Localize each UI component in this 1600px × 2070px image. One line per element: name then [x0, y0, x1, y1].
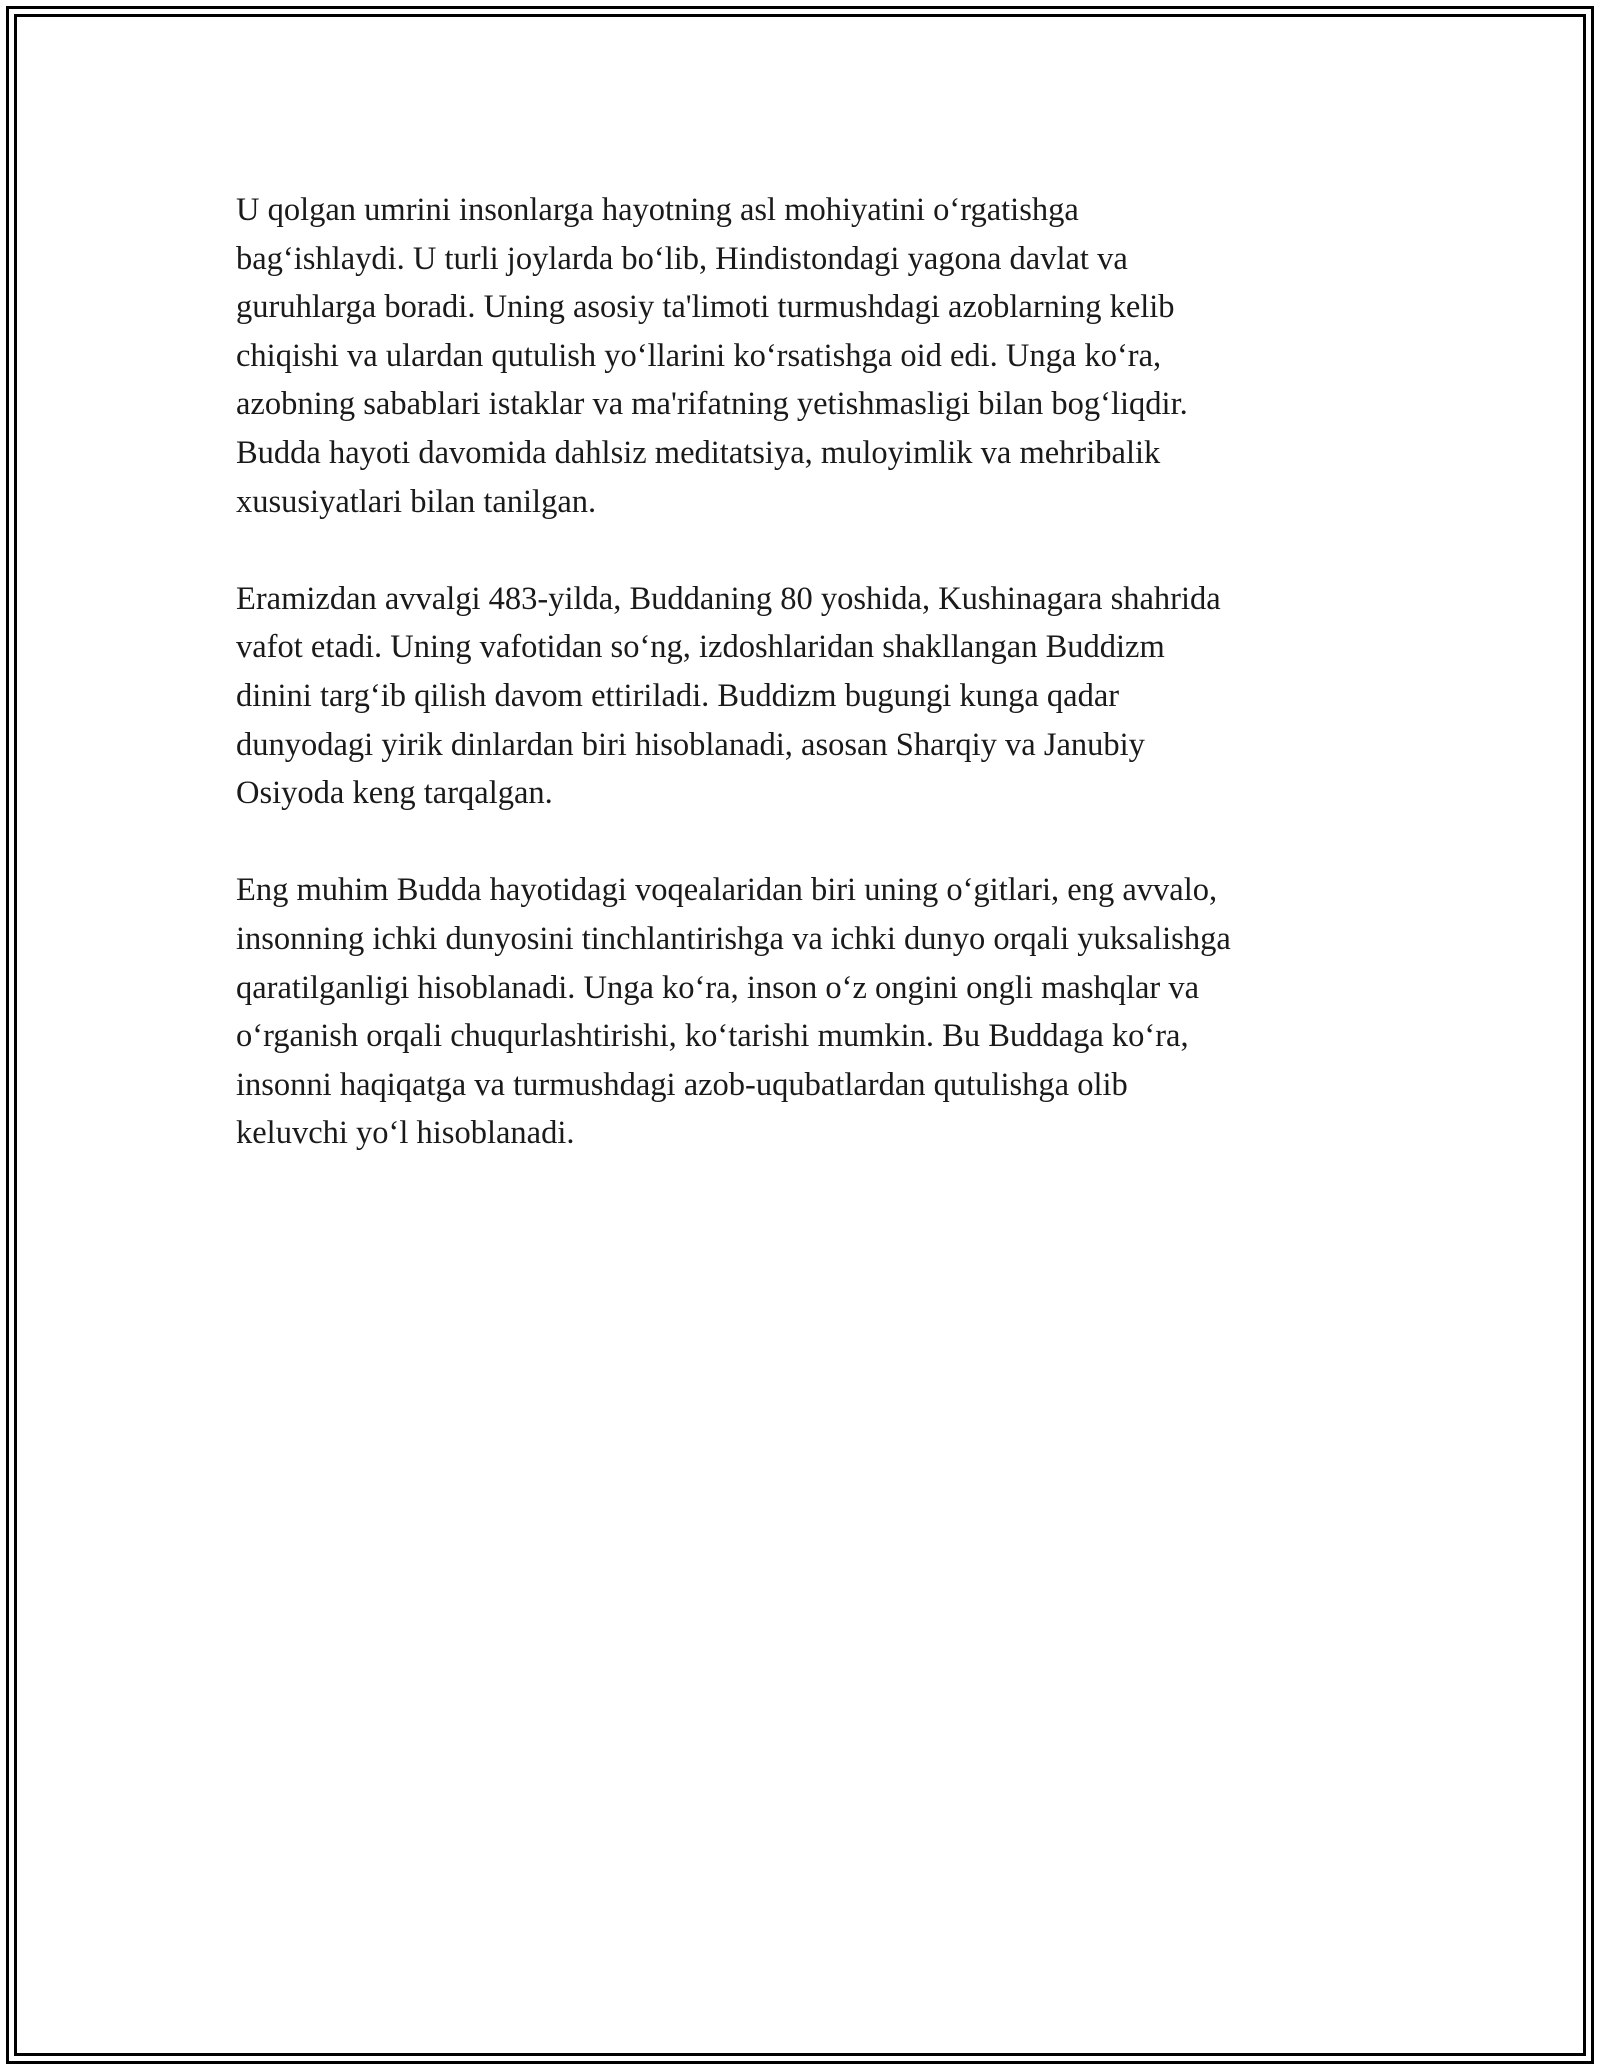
text-line: Eng muhim Budda hayotidagi voqealaridan biri uning o‘gitlari, eng avvalo, [236, 872, 1218, 909]
text-line: Eramizdan avvalgi 483-yilda, Buddaning 80 yoshida, Kushinagara shahrida [236, 580, 1221, 617]
text-line: insonning ichki dunyosini tinchlantirishga va ichki dunyo orqali yuksalishga [236, 920, 1231, 957]
text-line: U qolgan umrini insonlarga hayotning asl mohiyatini o‘rgatishga [236, 192, 1079, 228]
text-line: dinini targ‘ib qilish davom ettiriladi. Buddizm bugungi kunga qadar [236, 677, 1120, 714]
text-line: insonni haqiqatga va turmushdagi azob-uqubatlardan qutulishga olib [236, 1066, 1128, 1103]
text-line: guruhlarga boradi. Uning asosiy ta'limoti turmushdagi azoblarning kelib [236, 289, 1175, 326]
text-line: Budda hayoti davomida dahlsiz meditatsiya, muloyimlik va mehribalik [236, 434, 1161, 471]
paragraph-1 [236, 186, 1396, 526]
text-line: o‘rganish orqali chuqurlashtirishi, ko‘tarishi mumkin. Bu Buddaga ko‘ra, [236, 1018, 1189, 1055]
text-line: qaratilganligi hisoblanadi. Unga ko‘ra, inson o‘z ongini ongli mashqlar va [236, 969, 1200, 1006]
text-line: chiqishi va ulardan qutulish yo‘llarini ko‘rsatishga oid edi. Unga ko‘ra, [236, 337, 1162, 374]
text-line: keluvchi yo‘l hisoblanadi. [236, 1115, 575, 1152]
text-line: vafot etadi. Uning vafotidan so‘ng, izdoshlaridan shakllangan Buddizm [236, 629, 1165, 666]
text-line: Osiyoda keng tarqalgan. [236, 775, 553, 812]
text-line: xususiyatlari bilan tanilgan. [236, 483, 597, 520]
text-line: bag‘ishlaydi. U turli joylarda bo‘lib, Hindistondagi yagona davlat va [236, 240, 1128, 277]
paragraph-3 [236, 866, 1396, 1158]
document-body [236, 186, 1396, 1206]
text-line: dunyodagi yirik dinlardan biri hisoblanadi, asosan Sharqiy va Janubiy [236, 726, 1145, 763]
paragraph-2 [236, 575, 1396, 818]
text-line: azobning sabablari istaklar va ma'rifatning yetishmasligi bilan bog‘liqdir. [236, 386, 1188, 423]
